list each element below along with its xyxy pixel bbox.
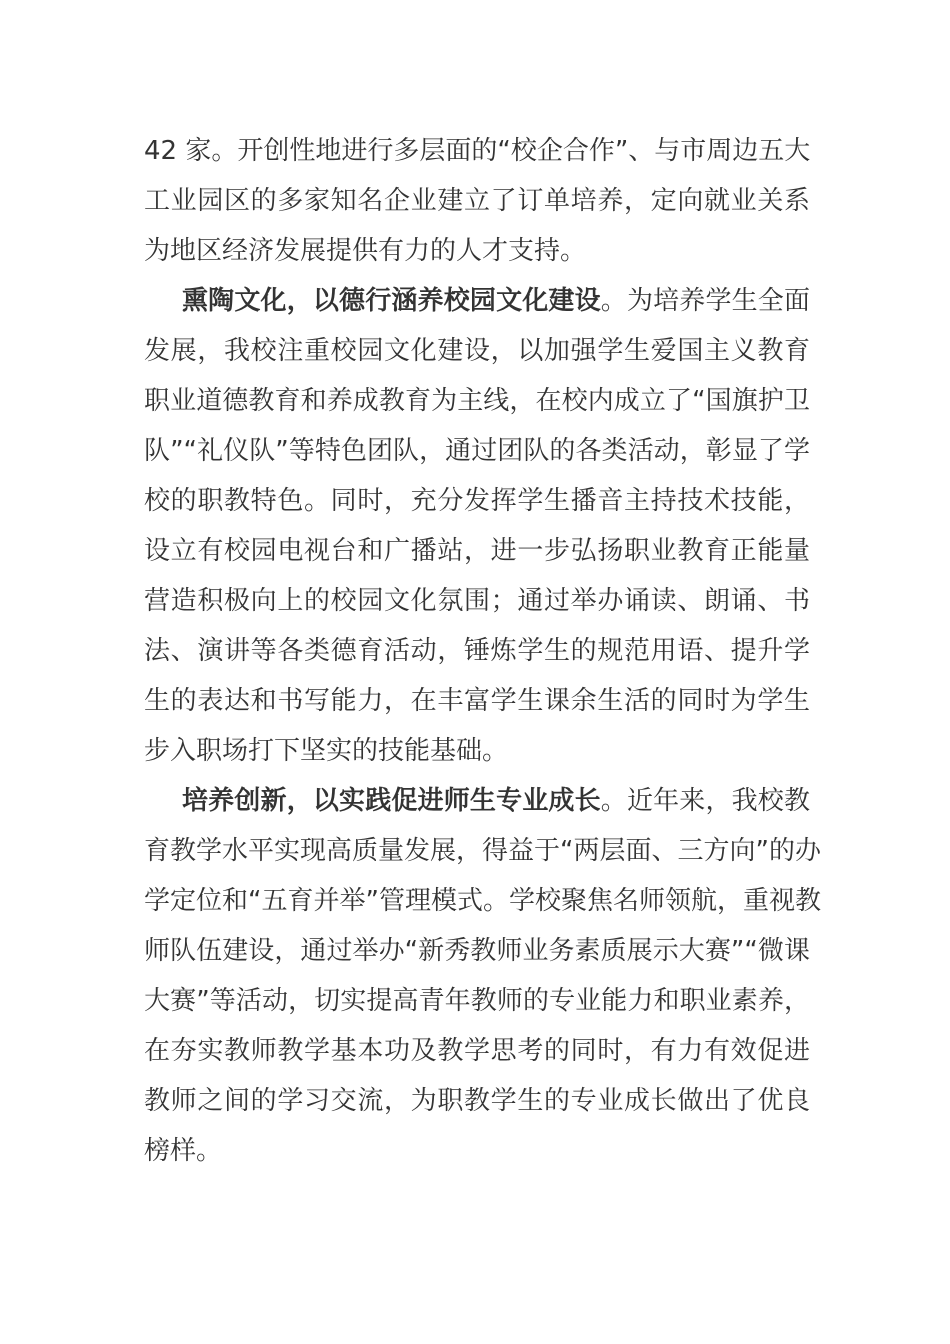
text-line: 在夯实教师教学基本功及教学思考的同时，有力有效促进 (144, 1036, 810, 1066)
paragraph-heading: 熏陶文化，以德行涵养校园文化建设 (182, 286, 601, 316)
text-line: 榜样。 (144, 1136, 223, 1166)
text-line: 师队伍建设，通过举办“新秀教师业务素质展示大赛”“微课 (144, 936, 810, 966)
text-line: 学定位和“五育并举”管理模式。学校聚焦名师领航，重视教 (144, 886, 821, 916)
paragraph-first-line (144, 776, 810, 826)
paragraph-first-line (144, 276, 810, 326)
text-line: 职业道德教育和养成教育为主线，在校内成立了“国旗护卫 (144, 386, 810, 416)
text-line: 生的表达和书写能力，在丰富学生课余生活的同时为学生 (144, 686, 810, 716)
text-line: 队”“礼仪队”等特色团队，通过团队的各类活动，彰显了学 (144, 436, 810, 466)
paragraph-heading: 培养创新，以实践促进师生专业成长 (182, 786, 601, 816)
paragraph-teacher-growth (144, 776, 821, 1176)
text-line: 法、演讲等各类德育活动，锤炼学生的规范用语、提升学 (144, 636, 810, 666)
text-line: 42 家。开创性地进行多层面的“校企合作”、与市周边五大 (144, 136, 811, 166)
paragraph-campus-culture (144, 276, 810, 776)
document-body (144, 126, 821, 1176)
paragraph-industry-cooperation (144, 126, 810, 276)
text-line: 工业园区的多家知名企业建立了订单培养，定向就业关系 (144, 186, 810, 216)
text-line: 营造积极向上的校园文化氛围；通过举办诵读、朗诵、书 (144, 586, 810, 616)
text-line: 育教学水平实现高质量发展，得益于“两层面、三方向”的办 (144, 836, 821, 866)
text-line: 发展，我校注重校园文化建设，以加强学生爱国主义教育 (144, 336, 810, 366)
text-line: 为地区经济发展提供有力的人才支持。 (144, 236, 587, 266)
text-line: 校的职教特色。同时，充分发挥学生播音主持技术技能， (144, 486, 810, 516)
text-line: 设立有校园电视台和广播站，进一步弘扬职业教育正能量 (144, 536, 810, 566)
paragraph-first-line-rest: 。近年来，我校教 (600, 786, 810, 816)
text-line: 教师之间的学习交流，为职教学生的专业成长做出了优良 (144, 1086, 810, 1116)
text-line: 步入职场打下坚实的技能基础。 (144, 736, 509, 766)
text-line: 大赛”等活动，切实提高青年教师的专业能力和职业素养， (144, 986, 810, 1016)
paragraph-first-line-rest: 。为培养学生全面 (600, 286, 810, 316)
